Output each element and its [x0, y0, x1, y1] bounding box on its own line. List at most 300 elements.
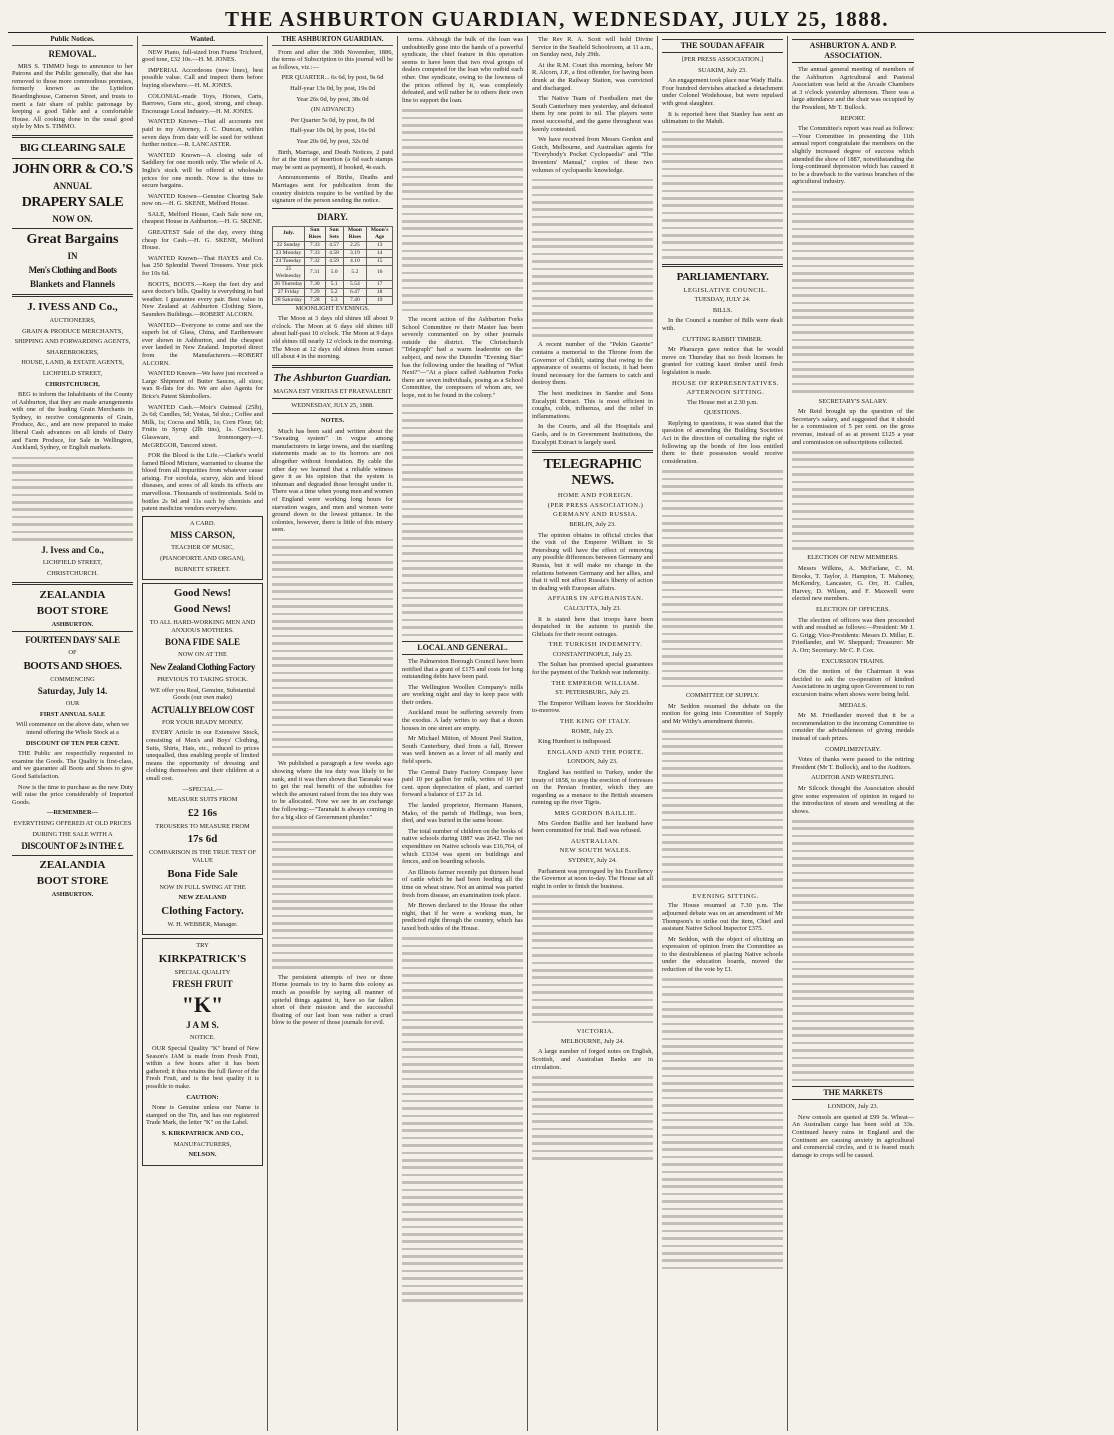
drapery-sale: DRAPERY SALE [21, 194, 124, 210]
auditor-heading: AUDITOR AND WRESTLING. [811, 774, 895, 782]
col1-head: Public Notices. [12, 36, 133, 46]
card-box [142, 516, 263, 580]
now-on: NOW ON. [52, 213, 93, 224]
boot-store: BOOT STORE [36, 604, 109, 617]
moon-text: The Moon at 3 days old shines till about 9 o'clock. The Moon at 6 days old shines till about half-past 10 o'clock. The Moon at 9 days old shines till nearly 12 o'clock in the morning. The Moon at 12 days old shines from sunset till about 4 in the morning. [272, 315, 393, 361]
trousers-label: TROUSERS TO MEASURE FROM [155, 822, 250, 830]
victoria-heading: VICTORIA. [576, 1028, 615, 1036]
divider [272, 208, 393, 209]
diary-cell: 3.19 [343, 249, 367, 257]
fourteen-days: FOURTEEN DAYS' SALE [25, 635, 120, 646]
local-6: The landed proprietor, Hermann Hansen, Mako, of the parish of Hellinge, was born, died, and was buried in the same house. [402, 802, 523, 825]
everything: EVERYTHING OFFERED AT OLD PRICES [13, 820, 132, 828]
special: —SPECIAL.— [182, 785, 223, 793]
text-filler [662, 730, 783, 888]
turkish-text: The Sultan has promised special guarantees for the payment of the Turkish war indemnity. [532, 661, 653, 677]
nsw-text: Parliament was prorogued by his Excellency the Governor at noon to-day. The House sat all night in order to finish the business. [532, 867, 653, 890]
soudan-text-2: It is reported here that Stanley has sent an ultimatum to the Mahdi. [662, 110, 783, 126]
evening-text: The House resumed at 7.30 p.m. The adjourned debate was on an amendment of Mr Thompson's to strike out the item, Chief and assistant Native School Inspector £375. [662, 902, 783, 933]
removal-title: REMOVAL. [48, 48, 97, 59]
terms-2: Half-year 13s 0d, by post, 19s 0d [290, 84, 375, 92]
calcutta-dateline: CALCUTTA, July 23. [563, 604, 621, 612]
previous: PREVIOUS TO TAKING STOCK. [157, 676, 248, 683]
webber: W. H. WEBBER, Manager. [167, 920, 238, 928]
text-filler [402, 109, 523, 311]
local-2: The Wellington Woollen Company's mills are working night and day to keep pace with their orders. [402, 683, 523, 706]
wanted-ad-5: WANTED Known—A closing sale of Saddlery for one month only. The whole of A. Inglis's stock will be offered at wholesale prices for one month. Now is the time to secure bargains. [142, 151, 263, 190]
divider [12, 135, 133, 138]
medals-text: Mr M. Friedlander moved that it be a recommendation to the incoming Committee to consider the advisableness of giving medals instead of cash prizes. [792, 712, 914, 742]
association-intro: The annual general meeting of members of the Ashburton Agricultural and Pastoral Association was held at the Arcade Chambers at 3 o'clock yesterday afternoon. There was a large attendance and the chair was occupied by the President, Mr T. Bullock. [792, 66, 914, 111]
local-3: Auckland must be suffering severely from the exodus. A lady writes to say that a dozen houses in one street are empty. [402, 709, 523, 732]
report-text: The Committee's report was read as follows:—Your Committee in presenting the 11th annual report congratulate the members on the slightly increased degree of success which attended the show of 1887, notwithstanding the long-continued depression which has caused it to be a drawback to the various branches of the agricultural industry. [792, 125, 914, 186]
wanted-ad-14: FOR the Blood is the Life.—Clarke's world famed Blood Mixture, warranted to cleanse the blood from all impurities from whatever cause arising. For scrofula, scurvy, skin and blood diseases, and sores of all kinds its effects are marvellous. Thousands of testimonials. Sold in bottles 2s 9d and 11s each by chemists and patent medicine vendors everywhere. [142, 452, 263, 513]
diary-cell: 19 [367, 296, 393, 304]
wanted-ad-1: NEW Piano, full-sized Iron Frame Trichord, good tone, £32 10s.—H. M. JONES. [142, 48, 263, 64]
ashburton: ASHBURTON. [51, 620, 94, 628]
report-heading: REPORT. [840, 114, 866, 122]
stpete-dateline: ST. PETERSBURG, July 23. [555, 689, 630, 697]
price-trousers: 17s 6d [187, 833, 218, 846]
evening-heading: EVENING SITTING. [692, 892, 759, 900]
great-bargains: Great Bargains [26, 231, 119, 247]
price-suits: £2 16s [187, 806, 218, 819]
local-4: Mr Michael Mitton, of Mount Peel Station, South Canterbury, died from a fall, Brewer was well known as a lover of all manly and field sports. [402, 735, 523, 766]
diary-cell: 5.1 [325, 280, 343, 288]
notes-title: NOTES. [320, 417, 345, 425]
ivess-christchurch-2: CHRISTCHURCH. [47, 569, 98, 577]
of: OF [68, 649, 77, 657]
diary-cell: 26 Thursday [274, 280, 303, 287]
diary-row [273, 296, 393, 304]
in: IN [67, 250, 78, 261]
excursion-text: On the motion of the Chairman it was decided to ask the co-operation of kindred Associations in urging upon Government to run excursion trains when shows were being held. [792, 668, 915, 698]
diary-row [273, 241, 393, 249]
zealandia: ZEALANDIA [39, 588, 106, 601]
wanted-ad-11: WANTED—Everyone to come and see the superb lot of Glass, China, and Earthenware ever shown in Ashburton, and the cheapest ever landed in New Zealand. Imported direct from the Manufacturers.—ROBERT ALCORN. [142, 321, 263, 367]
rabbit-heading: CUTTING RABBIT TIMBER. [682, 335, 763, 343]
diary-cell: 27 Friday [273, 288, 305, 296]
column-5 [528, 36, 658, 1431]
text-filler [532, 1076, 653, 1160]
col3-head: THE ASHBURTON GUARDIAN. [272, 36, 393, 46]
text-filler [12, 457, 133, 541]
local-9: Mr Brown declared to the House the other night, that if he were a working man, he predicted right through the country, which has taxed both sides of the House. [402, 902, 523, 932]
boots-shoes: BOOTS AND SHOES. [23, 659, 122, 672]
ivess-sharebrokers: SHAREBROKERS, [46, 348, 99, 356]
wanted-ad-7: SALE, Melford House, Cash Sale now on, cheapest House in Ashburton.—H. G. SKENE. [142, 210, 263, 226]
diary-cell: 5.0 [325, 265, 343, 280]
col5-text-2: At the R.M. Court this morning, before Mr R. Alcorn, J.P., a first offender, for having been drunk at the Railway Station, was convicted and discharged. [532, 61, 653, 92]
divider [12, 631, 133, 632]
removal-text: MRS S. TIMMO begs to announce to her Patrons and the Public generally, that she has removed to those more commodious premises, formerly known as the Lyttelton Boardinghouse, Cameron Street, and trusts to merit a fair share of public patronage by keeping a good Table and a comfortable House. All cooking done in the usual good style by Mrs S. TIMMO. [12, 62, 133, 131]
during: DURING THE SALE WITH A [32, 830, 113, 838]
now-on-at: NOW ON AT THE [178, 651, 227, 659]
questions-heading: QUESTIONS. [703, 409, 742, 417]
rabbit-text: Mr Pharazyn gave notice that he would move on Thursday that no fresh licenses be granted for cutting kauri timber until fresh legislation is made. [662, 346, 783, 376]
bona-fide: BONA FIDE SALE [164, 637, 241, 648]
wanted-ad-2: IMPERIAL Accordeons (new lines), best possible value. Call and inspect them before buying elsewhere.—H. M. JONES. [142, 66, 263, 89]
markets-heading: THE MARKETS [792, 1086, 914, 1100]
piano: (PIANOFORTE AND ORGAN), [160, 555, 245, 563]
press-assoc: (PER PRESS ASSOCIATION.) [547, 501, 644, 509]
boot-store-2: BOOT STORE [36, 875, 109, 888]
evening-text-2: Mr Seddon, with the object of eliciting an expression of opinion from the Committee as to the desirableness of placing Native schools under the education boards, moved the reduction of the vote by £1. [662, 935, 783, 974]
auditor-text: Mr Silcock thought the Association should give some expression of opinion in regard to the introduction of steam and wrestling at the shows. [792, 784, 914, 815]
diary-cell: 5.2 [325, 288, 343, 296]
medals-heading: MEDALS. [839, 701, 867, 709]
good-news-2: Good News! [173, 603, 232, 616]
local-5: The Central Dairy Factory Company have paid 10 per gallon for milk, writes of 10 per cent. upon depreciation of plant, and carried forward a balance of £17 2s 1d. [402, 768, 523, 799]
diary-cell: 4.59 [325, 257, 343, 265]
wanted-ad-3: COLONIAL-made Toys, Horses, Carts, Barrows, Guns etc., good, strong, and cheap. Encourage Local Industry.—H. M. JONES. [142, 92, 263, 115]
text-filler [662, 131, 783, 259]
diary-cell: 7.31 [304, 265, 325, 280]
wanted-ad-10: BOOTS, BOOTS.—Keep the feet dry and save doctor's bills. Quality is everything in bad weather. I guarantee every pair. Best value in New Zealand at Ashburton Clothing Store, Saunders Buildings.—ROBERT ALCORN. [142, 280, 263, 318]
diary-cell: 7.28 [304, 296, 325, 304]
first-annual: FIRST ANNUAL SALE [39, 710, 106, 718]
kirkpatricks: KIRKPATRICK'S [158, 952, 247, 965]
italy-text: King Humbert is indisposed. [538, 738, 612, 746]
diary-row [273, 249, 393, 257]
maker: S. KIRKPATRICK AND CO., [161, 1130, 244, 1137]
big-sale: BIG CLEARING SALE [19, 141, 126, 154]
clothing-factory: Clothing Factory. [161, 904, 244, 917]
diary-cell: 22 Sunday [273, 241, 305, 249]
ivess-lichfield: LICHFIELD STREET, [42, 369, 103, 377]
diary-cell: 6.47 [343, 288, 367, 296]
col5-text-5: A recent number of the "Pekin Gazette" contains a memorial to the Throne from the Governor of Chihli, stating that owing to the appearance of swarms of locusts, it had been found necessary for the farmers to catch and destroy them. [532, 341, 653, 387]
col5-text-7: In the Courts, and all the Hospitals and Gaols, and is in Government Institutions, the Eucalypti Extract is largely used. [532, 423, 653, 446]
diary-cell: 18 [367, 288, 393, 296]
germany-heading: GERMANY AND RUSSIA. [553, 511, 638, 519]
notes-text-2: We published a paragraph a few weeks ago showing where the tea duty was likely to be sunk, and it was then shown that Taranaki was to get the real benefit of the subsidies for which the amount raised from the tea duty was to be allocated. Now we see in an exchange the following:—"Taranaki is always coming in for a big slice of Government plunder." [272, 760, 393, 821]
text-filler [402, 404, 523, 636]
col5-text-1: The Rev R. A. Scott will hold Divine Service in the Seafield Schoolroom, at 11 a.m., on Sunday next, July 29th. [532, 36, 653, 59]
caution-text: None is Genuine unless our Name is stamped on the Tin, and has our registered Trade Mark, the letter "K" on the Label. [146, 1104, 259, 1127]
bills-text: In the Council a number of Bills were dealt with. [662, 317, 783, 332]
column-2 [138, 36, 268, 1431]
col5-text-3: The Native Team of Footballers met the South Canterbury men yesterday, and defeated them by one point to nil. The players were most successful, and the game throughout was keenly contested. [532, 95, 653, 133]
questions-text: Replying to questions, it was stated that the question of amending the Building Societies Act in the direction of curtailing the right of following up the bonds of fire loss entitled them to their possession would receive consideration. [662, 419, 783, 465]
diary-cell: 13 [367, 241, 393, 249]
turkish-heading: THE TURKISH INDEMNITY. [548, 641, 643, 649]
afternoon-heading: AFTERNOON SITTING. [686, 389, 765, 397]
secretary-text: Mr Reid brought up the question of the Secretary's salary, and suggested that it should be a commission of 5 per cent. on the gross revenue, instead of as at present £125 a year and commission on subscriptions collected. [792, 408, 914, 446]
diary-cell: 2.25 [343, 241, 367, 249]
for-ready: FOR YOUR READY MONEY. [161, 718, 244, 726]
soudan-press: [PER PRESS ASSOCIATION.] [681, 56, 764, 63]
complimentary-heading: COMPLIMENTARY. [825, 745, 881, 753]
election-text: Messrs Wilkins, A. McFarlane, C. M. Brooks, T. Taylor, J. Hampton, T. Mahoney, McKendry, Lancaster, G. Orr, H. Cullen, Harvey, D. Wilson, and F. Maxwell were elected new members. [792, 565, 914, 603]
ivess-house: HOUSE, LAND, & ESTATE AGENTS, [21, 359, 124, 367]
teacher: TEACHER OF MUSIC, [171, 544, 234, 552]
good-news-1: Good News! [173, 587, 232, 600]
announce-notice: Announcements of Births, Deaths and Marriages sent for publication from the country districts require to be verified by the signature of the person sending the notice. [272, 174, 393, 205]
paper-title: The Ashburton Guardian. [273, 371, 392, 384]
card-title: A CARD. [189, 519, 216, 527]
commencing: COMMENCING [50, 675, 95, 683]
text-filler [532, 179, 653, 337]
our: OUR [65, 700, 80, 708]
ivess-lichfield-2: LICHFIELD STREET, [42, 559, 103, 567]
wanted-ad-6: WANTED Known—Genuine Clearing Sale now on.—H. G. SKENE, Melford House. [142, 192, 263, 208]
col5-text-4: We have received from Messrs Gordon and Gotch, Melbourne, and Australian agents for "Everybody's Pocket Cyclopaedia" and "The Inventors' Manual," copies of these two volumes of cyclopaedic knowledge. [532, 136, 653, 174]
wanted-ad-9: WANTED Known—That HAYES and Co. has 250 Splendid Tweed Trousers. Your pick for 10s 6d. [142, 254, 263, 278]
jam-box [142, 938, 263, 1166]
london-dateline: LONDON, July 23. [567, 758, 618, 766]
now-in: NOW IN FULL SWING AT THE [159, 883, 246, 891]
blankets: Blankets and Flannels [29, 278, 116, 289]
rome-dateline: ROME, July 23. [571, 727, 614, 735]
text-filler [792, 191, 914, 393]
ivess-shipping: SHIPPING AND FORWARDING AGENTS, [14, 338, 131, 346]
local-7: The total number of children on the books of native schools during 1887 was 2642. The net expenditure on Native schools was £16,764, of which £3334 was spent on buildings and fences, and on boarding schools. [402, 827, 523, 866]
column-3 [268, 36, 398, 1431]
birth-notice: Birth, Marriage, and Death Notices, 2 paid for at the time of insertion (a 6d each stamps may be sent as payment), if booked, 4s each. [272, 148, 393, 171]
col4-text-2: The recent action of the Ashburton Forks School Committee re their Master has been severely commented on by other journals outside the district. The Christchurch "Telegraph" had a warm leaderette on the subject, and now the Dunedin "Evening Star" has the following under the heading of "What Next?"—"At a place called Ashburton Forks there are seven individuals, posing as a School Committee, the composers of whom are, we hope, not to be found in the colony." [402, 316, 523, 400]
new-zealand: NEW ZEALAND [178, 894, 227, 902]
diary-cell: Moon's Age [367, 226, 393, 241]
column-1 [8, 36, 138, 1431]
measure-label: MEASURE SUITS FROM [167, 796, 238, 804]
complimentary-text: Votes of thanks were passed to the retiring President (Mr T. Bullock), and to the Auditors. [792, 756, 914, 771]
col5-text-6: The best medicines in Sandor and Sons Eucalypti Extract. This is most efficient in coughs, colds, influenza, and the relief in inflammations. [532, 390, 653, 420]
wanted-ad-8: GREATEST Sale of the day, every thing cheap for Cash.—H. G. SKENE, Melford House. [142, 229, 263, 252]
berlin-dateline: BERLIN, July 23. [569, 520, 616, 528]
excursion-heading: EXCURSION TRAINS. [821, 657, 885, 665]
notice-title: NOTICE. [189, 1034, 216, 1042]
diary-title: DIARY. [317, 211, 348, 222]
notes-text-3: The persistent attempts of two or three Home journals to try to harm this colony as much as possible by saying all manner of spiteful things against it, have so far fallen short of their mission and the successful floating of our last loan was rather a cruel blow to the power of those journals for evil. [272, 973, 393, 1027]
parliamentary-heading: PARLIAMENTARY. [676, 270, 769, 283]
baillie-text: Mrs Gordon Baillie and her husband have been committed for trial. Bail was refused. [532, 819, 653, 835]
diary-cell: 7.40 [343, 296, 367, 304]
saturday: Saturday, July 14. [37, 686, 108, 697]
ivess-grain: GRAIN & PRODUCE MERCHANTS, [22, 327, 123, 335]
burnett: BURNETT STREET. [174, 565, 231, 573]
italy-heading: THE KING OF ITALY. [559, 718, 632, 726]
remember: —REMEMBER— [46, 809, 99, 817]
divider [272, 398, 393, 399]
terms-6: Year 20s 0d, by post, 32s 0d [296, 137, 369, 145]
text-filler [532, 895, 653, 1023]
porte-text: England has notified to Turkey, under the treaty of 1858, to stop the erection of fortresses on the Persian frontier, which they are regarding as a menace to the British steamers running up the river Tigris. [532, 769, 653, 807]
bona-fide-2: Bona Fide Sale [167, 867, 238, 880]
germany-text: The opinion obtains in official circles that the visit of the Emperor William to St Petersburg will have the effect of removing any possible differences between Germany and Russia, but it will make no change in the relations between Germany and her allies, and that it will not affect Russia's liberty of action in dealing with European affairs. [532, 531, 653, 592]
ivess-text: BEG to inform the Inhabitants of the County of Ashburton, that they are made arrangements with one of the leading Grain Merchants in Sydney, to receive consignments of Grain, Produce, &c., and are now prepared to make liberal Cash advances on all kinds of Dairy and Farm Produce, for Sale in Wellington, Auckland, Sydney, or English markets. [12, 391, 133, 452]
wanted-ad-4: WANTED Known—That all accounts not paid to my Attorney, J. C. Duncan, within seven days from date will be sued for without further notice.—R. LANCASTER. [142, 118, 263, 149]
nz-clothing-factory: New Zealand Clothing Factory [150, 662, 255, 672]
divider [12, 582, 133, 585]
divider [12, 294, 133, 297]
diary-cell: 4.10 [343, 257, 367, 265]
diary-row [273, 257, 393, 265]
house-heading: HOUSE OF REPRESENTATIVES. [671, 379, 780, 387]
telegraphic-news: TELEGRAPHIC NEWS. [543, 457, 642, 489]
election-heading: ELECTION OF NEW MEMBERS. [807, 554, 899, 562]
sydney-dateline: SYDNEY, July 24. [568, 856, 617, 864]
terms-5: Half-year 10s 0d, by post, 16s 0d [290, 127, 375, 135]
diary-cell: 5.3 [325, 296, 343, 304]
clothing-box [142, 583, 263, 935]
soudan-text: An engagement took place near Wady Halfa. Four hundred dervishes attacked a detachment under Colonel Wodehouse, but were repulsed with great slaughter. [662, 77, 783, 107]
masthead [8, 6, 1106, 33]
bills-heading: BILLS. [712, 306, 733, 314]
tuesday-dateline: TUESDAY, JULY 24. [694, 296, 751, 304]
terms-advance: (IN ADVANCE) [311, 106, 354, 114]
nsw-heading: NEW SOUTH WALES. [559, 847, 632, 855]
nelson: NELSON. [188, 1151, 217, 1159]
diary-cell: Sun Sets [325, 226, 343, 241]
local-1: The Palmerston Borough Council have been notified that a grant of £175 and costs for long outstanding debts have been paid. [402, 657, 523, 681]
diary-header-row [273, 226, 393, 241]
association-heading: ASHBURTON A. AND P. ASSOCIATION. [792, 39, 914, 63]
afghan-text: It is stated here that troops have been despatched in the autumn to punish the Ghilzais for their recent outrages. [532, 615, 653, 638]
text-filler [272, 826, 393, 969]
legislative-heading: LEGISLATIVE COUNCIL. [683, 286, 768, 294]
annual: ANNUAL [53, 180, 92, 191]
local-general-heading: LOCAL AND GENERAL. [402, 641, 523, 655]
col2-head: Wanted. [142, 36, 263, 46]
diary-cell: 4.57 [325, 241, 343, 249]
try: TRY [196, 942, 209, 950]
wanted-ad-12: WANTED Known—We have just received a Large Shipment of Butter Sauces, all sizes; wax R-flats for do. We are also Agents for Brice's Patent Skimbollers. [142, 370, 263, 400]
k-brand: "K" [181, 992, 224, 1018]
diary-cell: 23 Monday [273, 249, 305, 257]
manufacturers: MANUFACTURERS, [173, 1140, 232, 1148]
to-all: TO ALL HARD-WORKING MEN AND ANXIOUS MOTHERS. [149, 619, 256, 634]
text-filler [402, 937, 523, 1302]
markets-text: New consols are quoted at £99 3s. Wheat—An Australian cargo has been sold at 33s. Continued heavy rains in England and the Continent are causing anxiety in agricultural and commercial circles, and it is feared much damage to crops will be caused. [792, 1113, 914, 1159]
firm-name: JOHN ORR & CO.'S [12, 161, 133, 177]
divider [662, 264, 783, 267]
masthead-title: THE ASHBURTON GUARDIAN, WEDNESDAY, JULY 25, 1888. [224, 6, 889, 31]
ivess-auctioneers: AUCTIONEERS, [49, 316, 96, 324]
divider [12, 855, 133, 856]
secretary-heading: SECRETARY'S SALARY. [818, 397, 888, 405]
caution-title: CAUTION: [186, 1093, 219, 1101]
australian-heading: AUSTRALIAN. [570, 837, 621, 845]
divider [12, 158, 133, 159]
columns [8, 36, 1106, 1431]
ashburton-2: ASHBURTON. [51, 891, 94, 899]
text-filler [272, 539, 393, 756]
we-offer: WE offer you Real, Genuine, Substantial Goods (our own make) [150, 686, 255, 702]
diary-cell: 7.33 [304, 249, 325, 257]
home-foreign: HOME AND FOREIGN. [557, 492, 634, 500]
terms-4: Per Quarter 5s 0d, by post, 8s 0d [290, 116, 375, 124]
moon-title: MOONLIGHT EVENINGS. [295, 304, 370, 312]
diary-table [272, 226, 393, 305]
baillie-heading: MRS GORDON BAILLIE. [554, 809, 637, 817]
diary-cell: 16 [367, 265, 393, 280]
officers-heading: ELECTION OF OFFICERS. [815, 606, 891, 614]
terms-3: Year 26s 0d, by post, 38s 0d [296, 95, 369, 103]
motto: MAGNA EST VERITAS ET PRAEVALEBIT [273, 387, 392, 395]
fresh-fruit: FRESH FRUIT [172, 979, 233, 990]
diary-cell: 17 [367, 280, 393, 288]
diary-cell: 28 Saturday [273, 296, 305, 304]
officers-text: The election of officers was then proceeded with and resulted as follows:—President: Mr J. G. Grigg; Vice-Presidents: Messrs D. Millar, E. Friedlander, and W. Sheppard; Treasurer: Mr A. Orr; Secretary: Mr C. P. Cox. [792, 616, 914, 654]
comparison: COMPARISON IS THE TRUE TEST OF VALUE [148, 849, 257, 864]
const-dateline: CONSTANTINOPLE, July 23. [552, 650, 633, 658]
discount-2: DISCOUNT OF 2s IN THE £. [21, 841, 124, 852]
ivess-name: J. IVESS AND Co., [27, 300, 118, 313]
divider [272, 365, 393, 368]
diary-cell: 7.32 [304, 257, 325, 265]
diary-row [273, 288, 393, 296]
miss-carson: MISS CARSON, [170, 530, 235, 541]
divider [272, 413, 393, 414]
diary-cell: 7.33 [304, 241, 325, 249]
diary-cell: 14 [367, 249, 393, 257]
soudan-heading: THE SOUDAN AFFAIR [662, 39, 783, 53]
diary-cell: 7.30 [304, 280, 325, 288]
diary-cell: 5.54 [343, 280, 367, 288]
notes-text-1: Much has been said and written about the "Sweating system" in vogue among manufacturers in large towns, and the startling statements made as to its horrors are not altogether without foundation. By cable the other day we learned that a reliable witness gave it as his opinion that the system is inhuman and degraded those brought under it. There was a time when young men and women of England were working long hours for starvation wages, and men and women were ground down to the lowest pittance. In the colonies, however, there is little of this misery seen. [272, 427, 393, 534]
diary-cell: 4.58 [325, 249, 343, 257]
diary-cell: 15 [367, 257, 393, 265]
diary-cell: 5.2 [343, 265, 367, 280]
jams: J A M S. [186, 1020, 219, 1031]
melbourne-dateline: MELBOURNE, July 24. [560, 1037, 625, 1045]
terms-1: PER QUARTER... 6s 6d, by post, 9s 6d [281, 74, 384, 82]
divider [12, 228, 133, 229]
diary-cell: July. [273, 226, 305, 241]
afghan-heading: AFFAIRS IN AFGHANISTAN. [547, 595, 644, 603]
commence-text: Will commence on the above date, when we intend offering the Whole Stock at a [16, 721, 129, 737]
mens-clothing: Men's Clothing and Boots [28, 264, 117, 275]
victoria-text: A large number of forged notes on English, Scottish, and Australian Banks are in circulation. [532, 1048, 653, 1071]
divider [532, 450, 653, 453]
every-article: EVERY Article in our Extensive Stock, consisting of Men's and Boys' Clothing, Suits, Shirts, Hats, etc., reduced to prices unequalled, thus enabling people of limited means the opportunity of dressing and clothing themselves and their children at a small cost. [146, 729, 259, 782]
notice-text: OUR Special Quality "K" brand of New Season's JAM is made from Fresh Fruit, within a few hours after it has been gathered; it thus retains the full flavor of the Fresh Fruit, and is the best quality it is possible to make. [146, 1045, 259, 1091]
public-text: THE Public are respectfully requested to examine the Goods. The Quality is first-class, and we guarantee all Boots and Shoes to give Good Satisfaction. [12, 750, 133, 781]
diary-cell: Moon Rises [343, 226, 367, 241]
wanted-ad-13: WANTED Cash.—Moir's Oatmeal (25lb), 2s 6d; Candles, 5d; Vestas, 5d doz.; Coffee and Milk, 1s; Cocoa and Milk, 1s; Corn Flour, 6d; Fruits in Syrup (2lb tins), 1s. Crockery, Glassware, and Ironmongery.—J. McGREGOR, Tancred street. [142, 403, 263, 449]
column-7 [788, 36, 918, 1431]
col4-text-1: terms. Although the bulk of the loan was undoubtedly gone into the hands of a powerful syndicate, the chief feature in this operation seems to have been that two rival groups of dealers competed for the loan who outbid each other. One syndicate, owing to the lowness of the prices offered by it, was completely defeated, and will rather be to others their own line to support the loan. [402, 36, 523, 104]
emperor-text: The Emperor William leaves for Stockholm to-morrow. [532, 699, 653, 715]
buy-text: Now is the time to purchase as the new Duty will raise the price considerably of Imported Goods. [12, 783, 133, 806]
column-6 [658, 36, 788, 1431]
actually-below-cost: ACTUALLY BELOW COST [151, 704, 254, 715]
text-filler [792, 820, 914, 1081]
special-quality: SPECIAL QUALITY [174, 968, 231, 976]
house-met: The House met at 2.30 p.m. [687, 398, 758, 406]
terms-intro: From and after the 30th November, 1886, the terms of Subscription to this journal will be as follows, viz.:— [272, 48, 393, 71]
diary-row [273, 265, 393, 280]
emperor-heading: THE EMPEROR WILLIAM. [551, 679, 640, 687]
diary-cell: 24 Tuesday [273, 257, 305, 265]
zealandia-2: ZEALANDIA [39, 859, 106, 872]
ivess-christchurch: CHRISTCHURCH, [45, 380, 100, 388]
supply-heading: COMMITTEE OF SUPPLY. [685, 691, 760, 699]
issue-date: WEDNESDAY, JULY 25, 1888. [291, 402, 374, 410]
diary-cell: Sun Rises [304, 226, 325, 241]
supply-text: Mr Seddon resumed the debate on the motion for going into Committee of Supply and Mr Withy's amendment thereto. [662, 702, 783, 725]
suakim-dateline: SUAKIM, July 23. [698, 66, 747, 74]
discount: DISCOUNT OF TEN PER CENT. [25, 739, 120, 747]
text-filler [792, 451, 914, 550]
diary-row [273, 280, 393, 288]
text-filler [662, 470, 783, 687]
diary-cell: 25 Wednesday [273, 265, 305, 280]
markets-dateline: LONDON, July 23. [827, 1103, 879, 1111]
local-8: An Illinois farmer recently put thirteen head of cattle which he had been feeding all the time on wheat straw. Not an animal was parted fresh from disease, an examination took place. [402, 868, 523, 899]
diary-cell: 7.29 [304, 288, 325, 296]
